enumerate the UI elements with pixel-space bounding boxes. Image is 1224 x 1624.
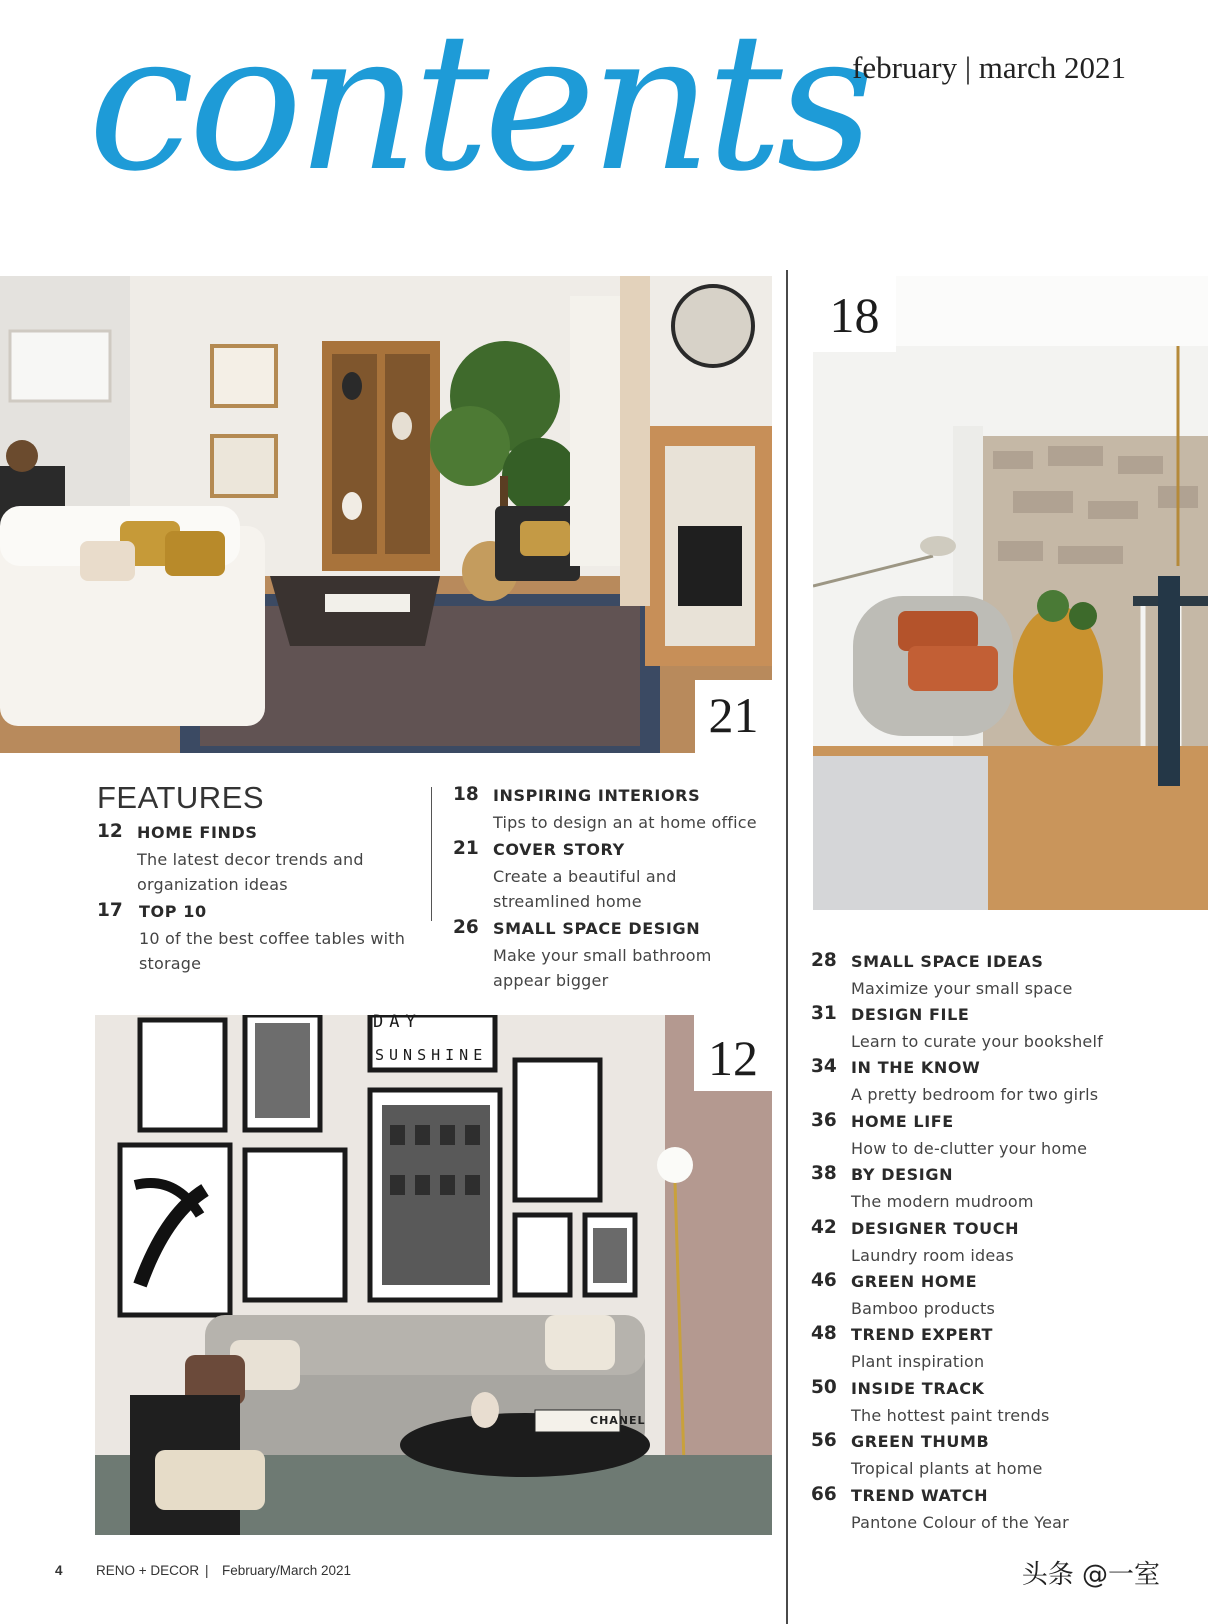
entry-title: SMALL SPACE IDEAS	[851, 952, 1044, 971]
entry-description: Maximize your small space	[851, 979, 1073, 998]
entry-page-number: 48	[811, 1323, 837, 1344]
entry-title: COVER STORY	[493, 840, 625, 859]
entry-description: 10 of the best coffee tables with storage	[139, 929, 406, 973]
entry-description: Laundry room ideas	[851, 1246, 1014, 1265]
entry-page-number: 28	[811, 950, 837, 971]
page-badge-21: 21	[695, 680, 772, 753]
entry-description: How to de-clutter your home	[851, 1139, 1088, 1158]
entry-title: TREND EXPERT	[851, 1325, 994, 1344]
watermark: 头条 @一室	[1021, 1560, 1160, 1590]
entry-description: Tips to design an at home office	[493, 813, 757, 832]
entry-description: The hottest paint trends	[851, 1406, 1050, 1425]
entry-title: GREEN THUMB	[851, 1432, 990, 1451]
entry-description: Learn to curate your bookshelf	[851, 1032, 1103, 1051]
art-sunshine: SUNSHINE	[375, 1046, 488, 1064]
entry-page-number: 42	[811, 1217, 837, 1238]
entry-page-number: 34	[811, 1056, 837, 1077]
features-heading: FEATURES	[97, 780, 265, 815]
entry-page-number: 38	[811, 1163, 837, 1184]
entry-description: Create a beautiful and streamlined home	[493, 867, 677, 911]
entry-title: TOP 10	[139, 902, 207, 921]
entry-title: DESIGNER TOUCH	[851, 1219, 1020, 1238]
entry-title: GREEN HOME	[851, 1272, 978, 1291]
entry-description: Tropical plants at home	[851, 1459, 1043, 1478]
features-divider	[431, 787, 432, 921]
entry-title: HOME FINDS	[137, 823, 258, 842]
gallery-wall-photo	[95, 1015, 772, 1535]
entry-description: Pantone Colour of the Year	[851, 1513, 1069, 1532]
entry-page-number: 56	[811, 1430, 837, 1451]
entry-title: SMALL SPACE DESIGN	[493, 919, 701, 938]
reading-nook-photo	[813, 276, 1208, 910]
contents-title: contents	[88, 0, 869, 213]
chanel-box-label: CHANEL	[590, 1414, 646, 1427]
entry-page-number: 26	[453, 917, 479, 938]
entry-page-number: 50	[811, 1377, 837, 1398]
entry-page-number: 36	[811, 1110, 837, 1131]
entry-description: The latest decor trends and organization ideas	[137, 850, 364, 894]
page-badge-18: 18	[813, 276, 896, 352]
entry-description: Make your small bathroom appear bigger	[493, 946, 712, 990]
footer-publication: RENO + DECOR	[96, 1563, 200, 1578]
footer-page-number: 4	[55, 1563, 63, 1578]
entry-page-number: 31	[811, 1003, 837, 1024]
entry-page-number: 21	[453, 838, 479, 859]
entry-title: HOME LIFE	[851, 1112, 954, 1131]
entry-title: DESIGN FILE	[851, 1005, 970, 1024]
page-badge-12: 12	[694, 1015, 772, 1091]
entry-page-number: 12	[97, 821, 123, 842]
entry-description: Plant inspiration	[851, 1352, 985, 1371]
entry-description: The modern mudroom	[851, 1192, 1034, 1211]
footer-issue: February/March 2021	[222, 1563, 352, 1578]
entry-title: TREND WATCH	[851, 1486, 989, 1505]
entry-description: A pretty bedroom for two girls	[851, 1085, 1099, 1104]
entry-title: INSIDE TRACK	[851, 1379, 985, 1398]
footer-separator: |	[205, 1563, 209, 1578]
entry-title: IN THE KNOW	[851, 1058, 981, 1077]
art-day: DAY	[373, 1012, 422, 1032]
entry-title: BY DESIGN	[851, 1165, 954, 1184]
living-room-photo	[0, 276, 772, 753]
entry-page-number: 66	[811, 1484, 837, 1505]
issue-date: february | march 2021	[852, 50, 1126, 85]
entry-page-number: 17	[97, 900, 123, 921]
entry-page-number: 18	[453, 784, 479, 805]
entry-description: Bamboo products	[851, 1299, 996, 1318]
entry-page-number: 46	[811, 1270, 837, 1291]
entry-title: INSPIRING INTERIORS	[493, 786, 701, 805]
